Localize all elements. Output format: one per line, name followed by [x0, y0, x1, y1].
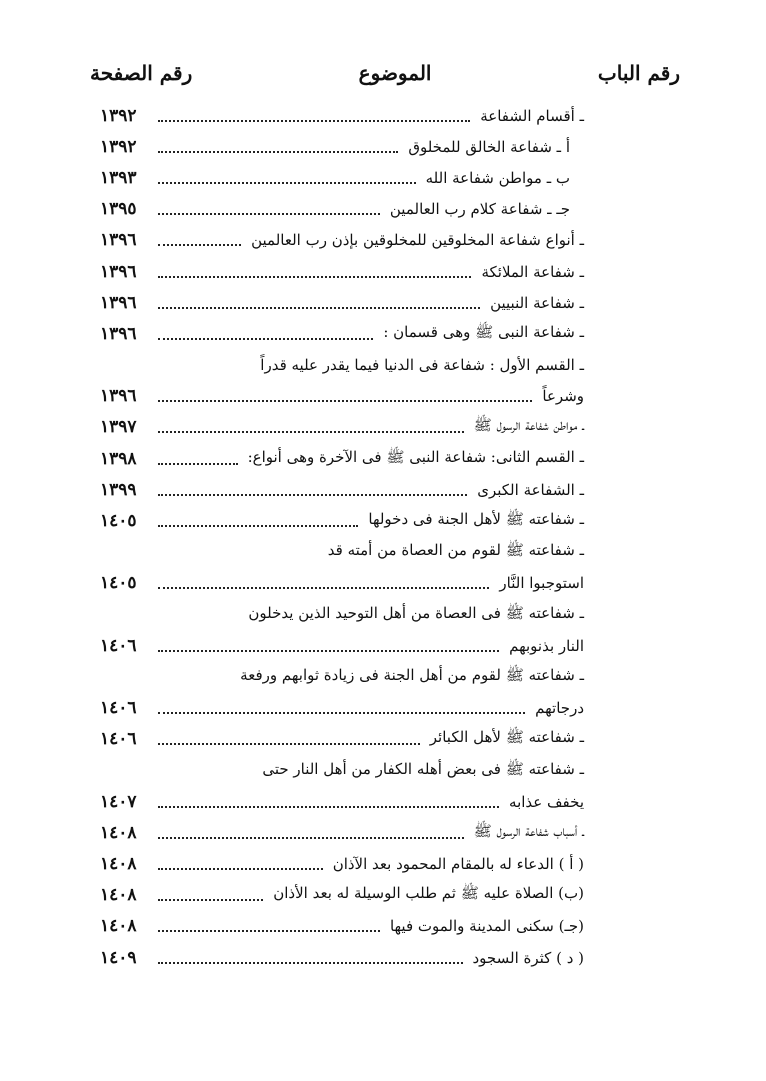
dot-leader	[158, 180, 416, 184]
dot-leader	[158, 897, 263, 901]
toc-entry	[100, 131, 584, 162]
toc-entry	[100, 443, 584, 474]
toc-entry-title: ـ شفاعة الملائكة	[481, 262, 584, 281]
toc-entry-title: ـ شفاعته ﷺ لأهل الجنة فى دخولها	[368, 510, 584, 529]
dot-leader	[158, 741, 420, 745]
dot-leader	[158, 274, 471, 278]
dot-leader	[158, 960, 463, 964]
toc-entry-page-number: ١٤٠٨	[100, 822, 137, 843]
toc-entry-page-number: ١٤٠٧	[100, 791, 137, 812]
toc-entry	[100, 942, 584, 973]
toc-entry-page-number: ١٤٠٥	[100, 573, 137, 594]
toc-entry	[100, 537, 584, 568]
dot-leader	[158, 211, 380, 215]
toc-entry-title: ـ مواطن شفاعة الرسول ﷺ	[473, 416, 584, 435]
toc-entry	[100, 256, 584, 287]
toc-entry-title: ـ أقسام الشفاعة	[480, 106, 584, 125]
toc-entry	[100, 568, 584, 599]
dot-leader	[158, 710, 525, 714]
toc-entry-page-number: ١٤٠٥	[100, 511, 137, 532]
dot-leader	[158, 492, 467, 496]
toc-entry-title: ـ الشفاعة الكبرى	[477, 480, 584, 499]
toc-entry-title: ـ شفاعة النبى ﷺ وهى قسمان :	[383, 322, 584, 341]
toc-entry	[100, 100, 584, 131]
toc-entry-page-number: ١٣٩٦	[100, 261, 137, 282]
toc-entry-page-number: ١٤٠٦	[100, 635, 137, 656]
toc-entry-title: ـ شفاعة النبيين	[490, 293, 584, 312]
toc-entry-title: درجاتهم	[535, 699, 584, 718]
toc-entry	[100, 287, 584, 318]
toc-entry-page-number: ١٤٠٦	[100, 698, 137, 719]
dot-leader	[158, 585, 489, 589]
chapter-number-heading: رقم الباب	[597, 61, 680, 85]
dot-leader	[158, 336, 373, 340]
toc-entry	[100, 350, 584, 381]
dot-leader	[158, 523, 358, 527]
toc-entry-page-number: ١٣٩٥	[100, 199, 137, 220]
dot-leader	[158, 242, 241, 246]
dot-leader	[158, 305, 480, 309]
toc-entry-page-number: ١٣٩٨	[100, 448, 137, 469]
toc-entry	[100, 474, 584, 505]
toc-entry-title: ( د ) كثرة السجود	[472, 948, 584, 967]
toc-entry-page-number: ١٣٩٦	[100, 230, 137, 251]
toc-entry	[100, 693, 584, 724]
dot-leader	[158, 866, 323, 870]
toc-entry-title: ـ شفاعته ﷺ فى بعض أهله الكفار من أهل النار حتى	[262, 759, 584, 778]
toc-entry	[100, 849, 584, 880]
toc-entry-title: ( أ ) الدعاء له بالمقام المحمود بعد الآذان	[332, 855, 584, 874]
toc-entry-title: ـ القسم الثانى: شفاعة النبى ﷺ فى الآخرة وهى أنواع:	[247, 447, 584, 466]
toc-entry-title: ـ شفاعته ﷺ لقوم من أهل الجنة فى زيادة ثوابهم ورفعة	[240, 665, 584, 684]
dot-leader	[158, 398, 532, 402]
toc-entry	[100, 381, 584, 412]
page-number-heading: رقم الصفحة	[90, 61, 193, 85]
toc-entry-title: ـ شفاعته ﷺ لأهل الكبائر	[429, 728, 584, 747]
toc-entry-page-number: ١٣٩٣	[100, 167, 137, 188]
toc-entry-title: أ ـ شفاعة الخالق للمخلوق	[408, 137, 570, 156]
toc-entry-page-number: ١٣٩٦	[100, 386, 137, 407]
toc-entry	[100, 318, 584, 349]
toc-entry-title: ـ أنواع شفاعة المخلوقين للمخلوقين بإذن رب العالمين	[251, 231, 584, 250]
toc-entry	[100, 599, 584, 630]
toc-entry-title: النار بذنوبهم	[509, 636, 584, 655]
toc-entry-page-number: ١٣٩٢	[100, 105, 137, 126]
toc-entry	[100, 194, 584, 225]
toc-entry	[100, 162, 584, 193]
toc-entry-title: ـ أسباب شفاعة الرسول ﷺ	[473, 821, 584, 840]
toc-entry-title: ب ـ مواطن شفاعة الله	[425, 168, 570, 187]
toc-entry-page-number: ١٤٠٨	[100, 916, 137, 937]
toc-entry-title: يخفف عذابه	[509, 792, 584, 811]
dot-leader	[158, 118, 470, 122]
dot-leader	[158, 648, 499, 652]
dot-leader	[158, 429, 464, 433]
toc-entry-page-number: ١٣٩٧	[100, 417, 137, 438]
toc-entry-page-number: ١٣٩٩	[100, 479, 137, 500]
toc-entry	[100, 505, 584, 536]
toc-entry-page-number: ١٤٠٨	[100, 854, 137, 875]
toc-entry	[100, 724, 584, 755]
toc-entry	[100, 661, 584, 692]
toc-entry-page-number: ١٤٠٦	[100, 729, 137, 750]
toc-entry	[100, 786, 584, 817]
toc-entry	[100, 911, 584, 942]
dot-leader	[158, 804, 499, 808]
toc-entry-page-number: ١٣٩٦	[100, 323, 137, 344]
toc-entry	[100, 412, 584, 443]
toc-entry	[100, 880, 584, 911]
toc-entry-page-number: ١٣٩٦	[100, 292, 137, 313]
toc-entry-title: (جـ) سكنى المدينة والموت فيها	[389, 917, 584, 936]
toc-entry-title: (ب) الصلاة عليه ﷺ ثم طلب الوسيلة له بعد الأذان	[273, 884, 584, 903]
toc-header	[90, 58, 680, 88]
topic-heading: الموضوع	[358, 61, 432, 85]
toc-entry	[100, 630, 584, 661]
toc-entry-title: ـ شفاعته ﷺ لقوم من العصاة من أمته قد	[327, 541, 584, 560]
toc-entry-title: جـ ـ شفاعة كلام رب العالمين	[389, 200, 570, 219]
dot-leader	[158, 835, 464, 839]
dot-leader	[158, 461, 238, 465]
toc-entry	[100, 755, 584, 786]
toc-entry-page-number: ١٣٩٢	[100, 136, 137, 157]
toc-entry-page-number: ١٤٠٨	[100, 885, 137, 906]
table-of-contents	[100, 100, 584, 973]
toc-entry-title: وشرعاً	[542, 387, 584, 406]
toc-entry	[100, 225, 584, 256]
dot-leader	[158, 928, 380, 932]
toc-entry-title: ـ شفاعته ﷺ فى العصاة من أهل التوحيد الذين يدخلون	[248, 603, 584, 622]
dot-leader	[158, 149, 398, 153]
toc-entry	[100, 817, 584, 848]
toc-entry-title: ـ القسم الأول : شفاعة فى الدنيا فيما يقدر عليه قدراً	[260, 356, 584, 375]
toc-entry-title: استوجبوا النَّار	[499, 574, 584, 593]
toc-entry-page-number: ١٤٠٩	[100, 947, 137, 968]
